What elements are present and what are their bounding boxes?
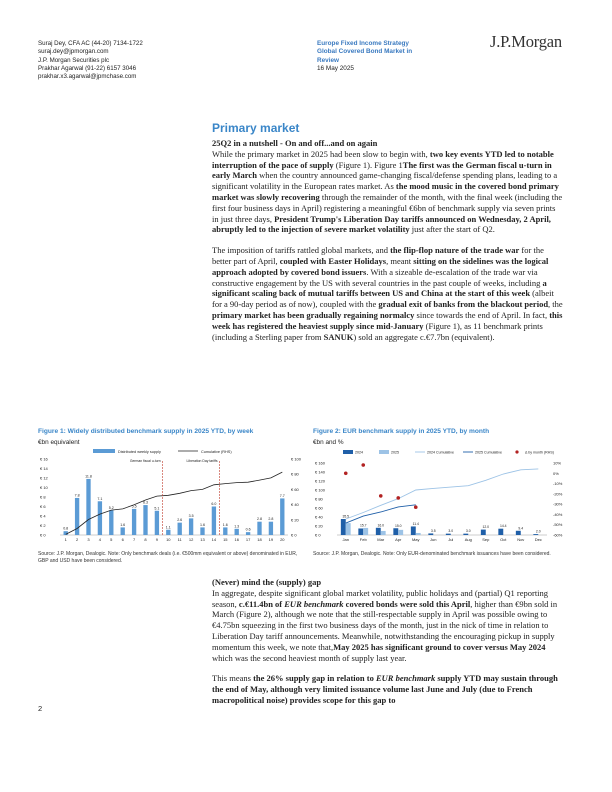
figure-2-unit: €bn and % [313, 439, 344, 446]
page-number: 2 [38, 704, 43, 713]
x-tick-label: 7 [132, 537, 136, 542]
text-run: (albeit for a 90-day period as of now), coupled with the [212, 288, 554, 310]
bar [166, 530, 170, 535]
text-run: since towards the end of April. In fact, [414, 309, 550, 320]
y2-tick-label: € 0 [291, 532, 297, 538]
legend-swatch [343, 450, 353, 454]
y-tick-label: € 40 [315, 514, 323, 520]
bar-2024 [376, 528, 381, 535]
x-tick-label: May [411, 537, 420, 542]
data-label: 3.5 [188, 513, 194, 518]
text-run: the flip-flop nature of the trade war [390, 245, 520, 256]
x-tick-label: Apr [395, 537, 402, 542]
text-run: (Figure 1). Figure 1 [333, 159, 403, 170]
y-tick-label: € 0 [40, 532, 46, 538]
bar-2025 [363, 528, 368, 535]
x-tick-label: Jun [430, 537, 437, 542]
event-label: German fiscal u-turn [129, 459, 161, 463]
bar [200, 527, 204, 535]
bar [189, 518, 193, 535]
figure-1-chart [38, 447, 310, 548]
y-tick-label: € 140 [315, 469, 326, 475]
legend-label: Cumulative (RHS) [201, 450, 232, 454]
bar-2024 [498, 529, 503, 535]
x-tick-label: Sep [482, 537, 490, 542]
y-tick-label: € 100 [315, 487, 326, 493]
data-label: 5.2 [108, 505, 114, 510]
x-tick-label: 11 [177, 537, 182, 542]
x-tick-label: Oct [500, 537, 507, 542]
author-block [38, 40, 143, 81]
data-label: 15.7 [359, 523, 367, 528]
text-run: , meant [386, 255, 414, 266]
legend-dot [515, 450, 518, 453]
bar-2025 [381, 531, 386, 535]
bar [121, 527, 125, 535]
text-run: covered bonds were sold this April [343, 598, 471, 609]
text-run: gradual exit of banks from the blackout period [378, 299, 549, 310]
data-label: 2.0 [535, 529, 541, 534]
text-run: May 2025 has significant ground to cover versus May 2024 [333, 641, 546, 652]
bar-2024 [411, 526, 416, 535]
bar-2024 [463, 534, 468, 535]
data-label: 7.1 [97, 496, 103, 501]
legend-label: 2024 Cumulative [427, 450, 454, 455]
cumulative-2024-line [346, 469, 539, 519]
x-tick-label: 18 [257, 537, 262, 542]
data-label: 0.8 [63, 526, 69, 531]
y2-tick-label: € 40 [291, 502, 299, 508]
text-run: This means [212, 673, 254, 684]
y-tick-label: € 60 [315, 505, 323, 511]
legend-label: Distributed weekly supply [118, 450, 161, 454]
body-top [212, 138, 564, 342]
bar [155, 511, 159, 535]
text-run: , the [548, 299, 563, 310]
data-label: 12.0 [482, 525, 490, 530]
bar-2024 [446, 534, 451, 535]
text-run: The imposition of tariffs rattled global markets, and [212, 245, 391, 256]
y-tick-label: € 8 [40, 494, 46, 500]
figure-1-unit: €bn equivalent [38, 439, 80, 446]
x-tick-label: 17 [245, 537, 251, 542]
data-label: 3.5 [430, 528, 436, 533]
y-tick-label: € 120 [315, 478, 326, 484]
y2-tick-label: € 20 [291, 517, 299, 523]
subhead: 25Q2 in a nutshell - On and off...and on again [212, 138, 378, 148]
text-run: which was the second heaviest month of supply last year. [212, 652, 407, 663]
legend-swatch [93, 449, 115, 453]
x-tick-label: 16 [234, 537, 239, 542]
x-tick-label: 12 [188, 537, 194, 542]
data-label: 1.1 [165, 525, 171, 530]
author-email[interactable]: suraj.dey@jpmorgan.com [38, 48, 109, 56]
data-label: 2.8 [257, 517, 262, 522]
data-label: 1.6 [222, 522, 228, 527]
y-tick-label: € 2 [40, 523, 46, 528]
x-tick-label: Feb [359, 537, 367, 542]
y-tick-label: € 20 [315, 523, 323, 529]
y-tick-label: € 10 [40, 485, 48, 490]
y2-tick-label: -20% [553, 491, 563, 497]
y-tick-label: € 4 [40, 513, 46, 519]
text-run: President Trump's Liberation Day tariffs announced on Wednesday, 2 April, abruptly led to the injection of severe market volatility [212, 213, 551, 235]
report-date: 16 May 2025 [317, 64, 354, 72]
data-label: 0.6 [245, 527, 251, 532]
x-tick-label: 19 [268, 537, 274, 542]
legend-label: Δ by month (RHS) [525, 450, 554, 455]
bar-2025 [416, 533, 421, 535]
figure-1-title: Figure 1: Widely distributed benchmark supply in 2025 YTD, by week [38, 428, 254, 435]
text-run: through the remainder of the month, with the final week (including the first four business days in April) registering a meaningful €6bn of benchmark supply via seven prints in just three days, [212, 191, 563, 224]
bar [269, 522, 273, 535]
bar [235, 529, 239, 535]
paragraph [212, 588, 564, 664]
bar [178, 523, 182, 535]
data-label: 9.4 [518, 526, 524, 531]
bar-2024 [393, 528, 398, 535]
bar [109, 510, 113, 535]
data-label: 3.0 [465, 529, 471, 534]
text-run: SANUK [323, 331, 354, 342]
bar [280, 498, 284, 535]
bar [64, 531, 68, 535]
bar-2024 [341, 519, 346, 535]
figure-1-source: Source: J.P. Morgan, Dealogic. Note: Only benchmark deals (i.e. €500mm equivalent or above) denominated in EUR, GBP and USD have been considered. [38, 551, 298, 564]
x-tick-label: 2 [75, 537, 79, 542]
bar [98, 501, 102, 535]
y-tick-label: € 14 [40, 466, 48, 471]
text-run: supply YTD may sustain through the end of May, although very limited issuance volume last June and July (due to French macropolitical noise) provides scope for this gap to [212, 673, 558, 705]
x-tick-label: 6 [121, 537, 124, 542]
author-line: J.P. Morgan Securities plc [38, 56, 110, 64]
section-title: Primary market [212, 121, 300, 135]
author-email[interactable]: prakhar.x3.agarwal@jpmchase.com [38, 73, 137, 81]
text-run: EUR benchmark [375, 673, 436, 684]
delta-point [414, 505, 418, 509]
data-label: 6.0 [211, 502, 217, 506]
bar [86, 479, 90, 535]
author-line: Suraj Dey, CFA AC (44-20) 7134-1722 [38, 40, 143, 47]
bar-2025 [346, 523, 351, 535]
y-tick-label: € 6 [40, 504, 46, 509]
bar-2024 [533, 534, 538, 535]
bar [132, 509, 136, 535]
data-label: 11.4 [412, 521, 419, 526]
delta-point [379, 494, 383, 498]
bar-2024 [516, 531, 521, 535]
report-line: Europe Fixed Income Strategy [317, 40, 409, 47]
y-tick-label: € 160 [315, 460, 326, 466]
legend-label: 2025 [391, 450, 399, 455]
text-run: While the primary market in 2025 had been slow to begin with, [212, 148, 430, 159]
figure-2-source: Source: J.P. Morgan, Dealogic. Note: Only EUR-denominated benchmark issuances have been considered. [313, 551, 551, 557]
cumulative-2025-line [346, 505, 416, 523]
y2-tick-label: € 100 [291, 456, 302, 462]
text-run: the 26% supply gap in relation to [253, 673, 376, 684]
x-tick-label: 1 [64, 537, 67, 542]
text-run: . With a sizeable de-escalation of the trade war via constructive engagement by the US with several countries in the past couple of weeks, including [212, 266, 543, 288]
text-run: The first was the German fiscal u-turn in early March [212, 159, 552, 181]
text-run: EUR benchmark [284, 598, 344, 609]
data-label: 2.8 [268, 517, 274, 522]
paragraph [212, 149, 564, 235]
text-run: for the better part of April, [212, 245, 544, 266]
data-label: 14.4 [499, 524, 507, 529]
report-line: Global Covered Bond Market in [317, 48, 413, 56]
x-tick-label: 15 [223, 537, 228, 542]
y2-tick-label: -10% [553, 481, 563, 487]
data-label: 16.0 [377, 523, 385, 528]
data-label: 1.6 [200, 522, 205, 527]
x-tick-label: Dec [534, 537, 542, 542]
data-label: 11.8 [85, 474, 92, 479]
paragraph [212, 245, 564, 342]
text-run: sitting on the sidelines was the logical approach adopted by covered bond issuers [212, 255, 549, 277]
data-label: 7.7 [279, 493, 285, 498]
y2-tick-label: -50% [553, 522, 563, 528]
y2-tick-label: -30% [553, 501, 563, 507]
figure-2-title: Figure 2: EUR benchmark supply in 2025 YTD, by month [313, 428, 490, 435]
bar-2024 [481, 530, 486, 535]
jpmorgan-logo: J.P.Morgan [490, 32, 562, 51]
y2-tick-label: -60% [553, 532, 563, 538]
x-tick-label: Jul [448, 537, 454, 542]
bar [246, 532, 250, 535]
data-label: 2.6 [177, 518, 183, 523]
text-run: In aggregate, despite significant global market volatility, public holidays and (partial) Q1 reporting season, [212, 587, 549, 609]
text-run: a significant scaling back of mutual tariffs between US and China at the start of this week [212, 277, 547, 299]
bar-2024 [428, 533, 433, 535]
text-run: two key events YTD led to notable interruption of the pace of supply [212, 148, 554, 170]
bar-2024 [358, 528, 363, 535]
x-tick-label: 8 [144, 537, 147, 542]
x-tick-label: 4 [98, 537, 102, 542]
data-label: 5.5 [131, 504, 137, 509]
y2-tick-label: 0% [553, 470, 559, 476]
legend-swatch [379, 450, 389, 454]
y-tick-label: € 0 [315, 532, 321, 538]
data-label: 1.6 [120, 522, 126, 527]
legend-label: 2025 Cumulative [475, 450, 502, 455]
delta-point [361, 463, 365, 467]
x-tick-label: 10 [166, 537, 171, 542]
y2-tick-label: € 60 [291, 486, 299, 492]
y-tick-label: € 80 [315, 496, 323, 502]
y-tick-label: € 12 [40, 475, 48, 481]
data-label: 6.3 [143, 500, 148, 505]
x-tick-label: 5 [110, 537, 113, 542]
text-run: when the country announced game-changing fiscal/defense spending plans, leading to a significant volatility in the European rates market. As [212, 170, 558, 192]
text-run: (Figure 1), as 11 benchmark prints (including a Sterling paper from [212, 320, 543, 342]
bar [257, 522, 261, 535]
bar [212, 507, 216, 536]
text-run: primary market has been gradually regaining normalcy [212, 309, 415, 320]
x-tick-label: 20 [280, 537, 285, 542]
report-info [317, 40, 412, 73]
text-run: coupled with Easter Holidays [279, 255, 387, 266]
text-run: the mood music in the covered bond primary market was slowly recovering [212, 181, 559, 202]
subhead: (Never) mind the (supply) gap [212, 577, 322, 587]
body-bottom [212, 577, 564, 706]
delta-point [344, 471, 348, 475]
text-run: just after the start of Q2. [409, 224, 495, 235]
paragraph [212, 673, 564, 705]
report-line: Review [317, 56, 340, 64]
x-tick-label: Jan [342, 537, 349, 542]
bar [223, 527, 227, 535]
text-run: ) sold an aggregate c.€7.7bn (equivalent). [353, 331, 495, 342]
data-label: 15.0 [394, 523, 402, 528]
x-tick-label: 9 [155, 537, 159, 542]
data-label: 7.8 [74, 493, 80, 498]
y2-tick-label: 10% [553, 460, 562, 466]
text-run: c.€11.4bn of [238, 598, 285, 609]
text-run: , higher than €9bn sold in March (Figure 2), although we note that the still-respectable supply in April was possible owing to €4.75bn squeezing in the first two business days of the month, just in the nick of time in relation to Liberation Day tariff announcements. Meanwhile, notwithstanding the encouraging pickup in supply momentum this week, we note that, [212, 598, 558, 652]
y2-tick-label: € 80 [291, 471, 299, 477]
x-tick-label: Mar [377, 537, 385, 542]
bar-2025 [398, 530, 403, 535]
data-label: 3.0 [448, 529, 454, 534]
x-tick-label: 14 [211, 537, 217, 542]
x-tick-label: 3 [87, 537, 90, 542]
author-line: Prakhar Agarwal (91-22) 6157 3046 [38, 64, 137, 72]
x-tick-label: Aug [464, 537, 472, 542]
x-tick-label: Nov [517, 537, 525, 542]
bar [143, 505, 147, 535]
data-label: 35.5 [342, 514, 350, 519]
data-label: 1.3 [234, 524, 240, 529]
legend-label: 2024 [355, 450, 363, 455]
y-tick-label: € 16 [40, 456, 48, 462]
delta-point [396, 496, 400, 500]
x-tick-label: 13 [200, 537, 205, 542]
data-label: 5.1 [154, 506, 160, 511]
figure-2-chart [313, 447, 575, 548]
text-run: this week has registered the heaviest supply since mid-January [212, 309, 563, 331]
event-label: Liberation Day tariffs [186, 459, 218, 463]
y2-tick-label: -40% [553, 511, 563, 517]
